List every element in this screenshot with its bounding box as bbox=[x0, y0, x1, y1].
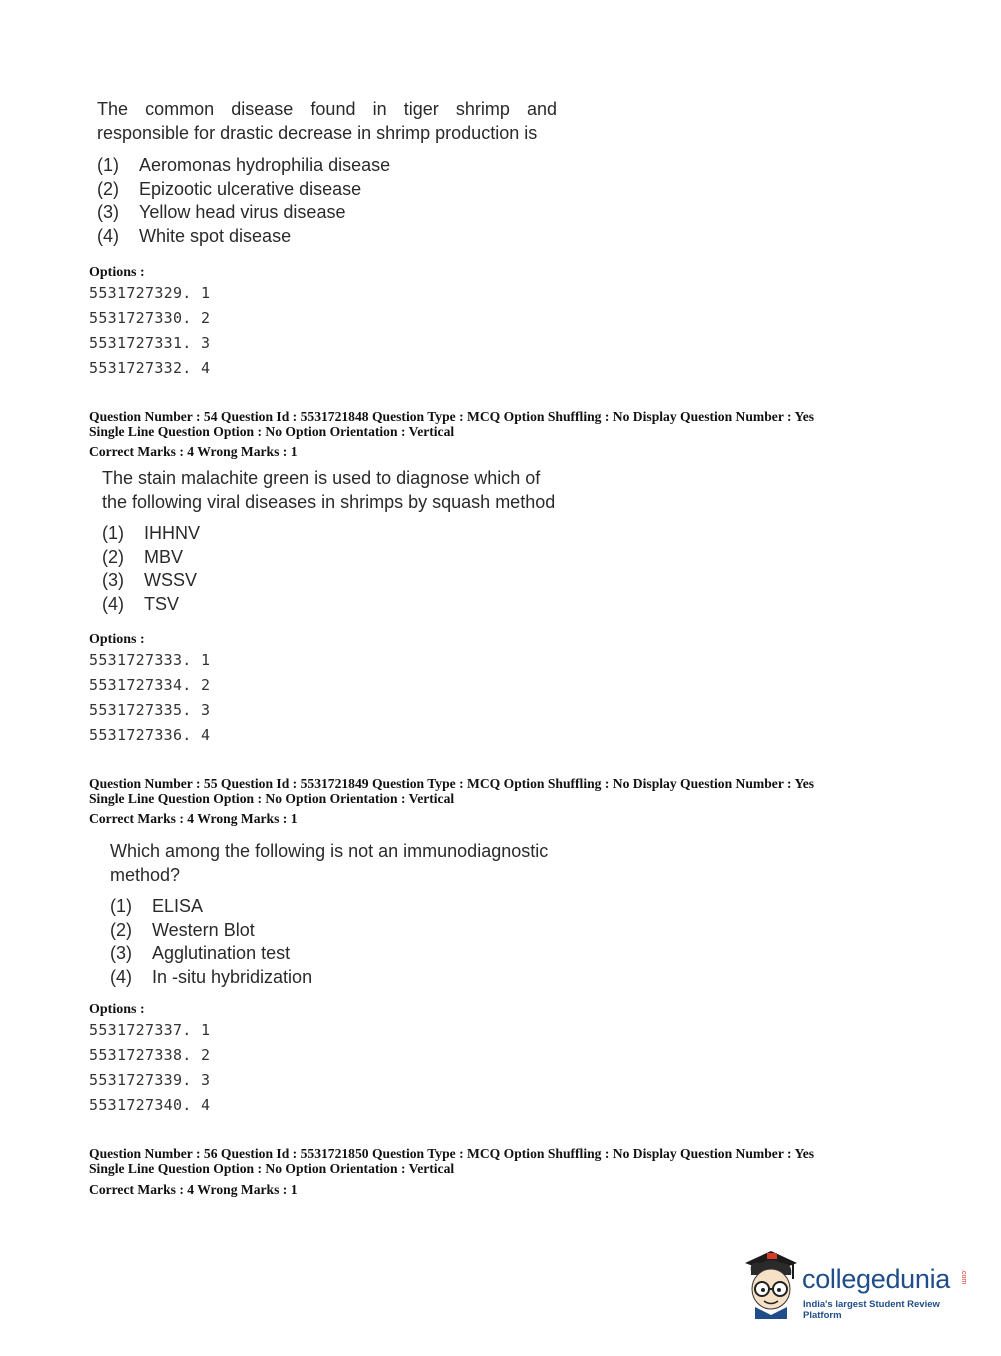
q56-meta-line2: Single Line Question Option : No Option Orientation : Vertical bbox=[89, 1160, 455, 1176]
logo-dotcom: .com bbox=[960, 1269, 967, 1285]
q54-choices bbox=[102, 522, 200, 616]
q55-options-list bbox=[89, 1018, 210, 1118]
choice-item: (2) MBV bbox=[102, 546, 184, 567]
q53-options-label: Options : bbox=[89, 265, 145, 280]
mascot-icon bbox=[741, 1249, 801, 1321]
q54-options-label: Options : bbox=[89, 632, 145, 647]
option-id: 5531727338. 2 bbox=[89, 1046, 211, 1064]
option-id: 5531727335. 3 bbox=[89, 701, 211, 719]
option-id: 5531727340. 4 bbox=[89, 1096, 211, 1114]
option-id: 5531727331. 3 bbox=[89, 334, 211, 352]
option-id: 5531727332. 4 bbox=[89, 359, 211, 377]
q55-options-label: Options : bbox=[89, 1002, 145, 1017]
option-id: 5531727334. 2 bbox=[89, 676, 211, 694]
q55-text-line2: method? bbox=[110, 865, 181, 885]
q53-choices bbox=[97, 154, 390, 248]
q55-meta-line1: Question Number : 55 Question Id : 5531721849 Question Type : MCQ Option Shuffling : No Display Question Number : Yes bbox=[89, 776, 815, 791]
q55-choices bbox=[110, 895, 312, 989]
option-id: 5531727339. 3 bbox=[89, 1071, 211, 1089]
choice-item: (4) In -situ hybridization bbox=[110, 966, 313, 987]
choice-item: (3) Agglutination test bbox=[110, 943, 291, 963]
logo-wordmark: collegedunia bbox=[802, 1264, 951, 1294]
q54-meta-line2: Single Line Question Option : No Option Orientation : Vertical bbox=[89, 423, 455, 439]
choice-item: (2) Western Blot bbox=[110, 919, 255, 940]
choice-item: (4) White spot disease bbox=[97, 225, 292, 246]
option-id: 5531727330. 2 bbox=[89, 309, 211, 327]
option-id: 5531727333. 1 bbox=[89, 651, 211, 669]
q54-options-list bbox=[89, 648, 210, 748]
q54-text-line1: The stain malachite green is used to diagnose which of bbox=[102, 468, 541, 488]
option-id: 5531727329. 1 bbox=[89, 284, 211, 302]
q53-text-line2: responsible for drastic decrease in shrimp production is bbox=[97, 123, 538, 143]
choice-item: (1) ELISA bbox=[110, 896, 204, 916]
q53-text-line1: The common disease found in tiger shrimp and bbox=[97, 99, 557, 119]
logo-tagline: India's largest Student Review Platform bbox=[803, 1299, 940, 1321]
q55-meta-line2: Single Line Question Option : No Option Orientation : Vertical bbox=[89, 790, 455, 806]
option-id: 5531727337. 1 bbox=[89, 1021, 211, 1039]
q56-meta bbox=[89, 1147, 814, 1176]
choice-item: (3) Yellow head virus disease bbox=[97, 202, 346, 222]
option-id: 5531727336. 4 bbox=[89, 726, 211, 744]
q53-options-list bbox=[89, 281, 210, 381]
q54-meta-line1: Question Number : 54 Question Id : 5531721848 Question Type : MCQ Option Shuffling : No Display Question Number : Yes bbox=[89, 409, 815, 424]
choice-item: (1) Aeromonas hydrophilia disease bbox=[97, 155, 391, 175]
choice-item: (4) TSV bbox=[102, 593, 180, 614]
q55-marks: Correct Marks : 4 Wrong Marks : 1 bbox=[89, 811, 298, 826]
q54-text-line2: the following viral diseases in shrimps by squash method bbox=[102, 492, 556, 512]
q54-meta bbox=[89, 410, 814, 439]
choice-item: (2) Epizootic ulcerative disease bbox=[97, 178, 362, 199]
q54-marks: Correct Marks : 4 Wrong Marks : 1 bbox=[89, 444, 298, 459]
q55-meta bbox=[89, 777, 814, 806]
q56-meta-line1: Question Number : 56 Question Id : 5531721850 Question Type : MCQ Option Shuffling : No Display Question Number : Yes bbox=[89, 1146, 815, 1161]
q55-text-line1: Which among the following is not an immunodiagnostic bbox=[110, 841, 549, 861]
q56-marks: Correct Marks : 4 Wrong Marks : 1 bbox=[89, 1182, 298, 1197]
choice-item: (1) IHHNV bbox=[102, 523, 201, 543]
choice-item: (3) WSSV bbox=[102, 570, 198, 590]
collegedunia-logo bbox=[741, 1249, 971, 1321]
